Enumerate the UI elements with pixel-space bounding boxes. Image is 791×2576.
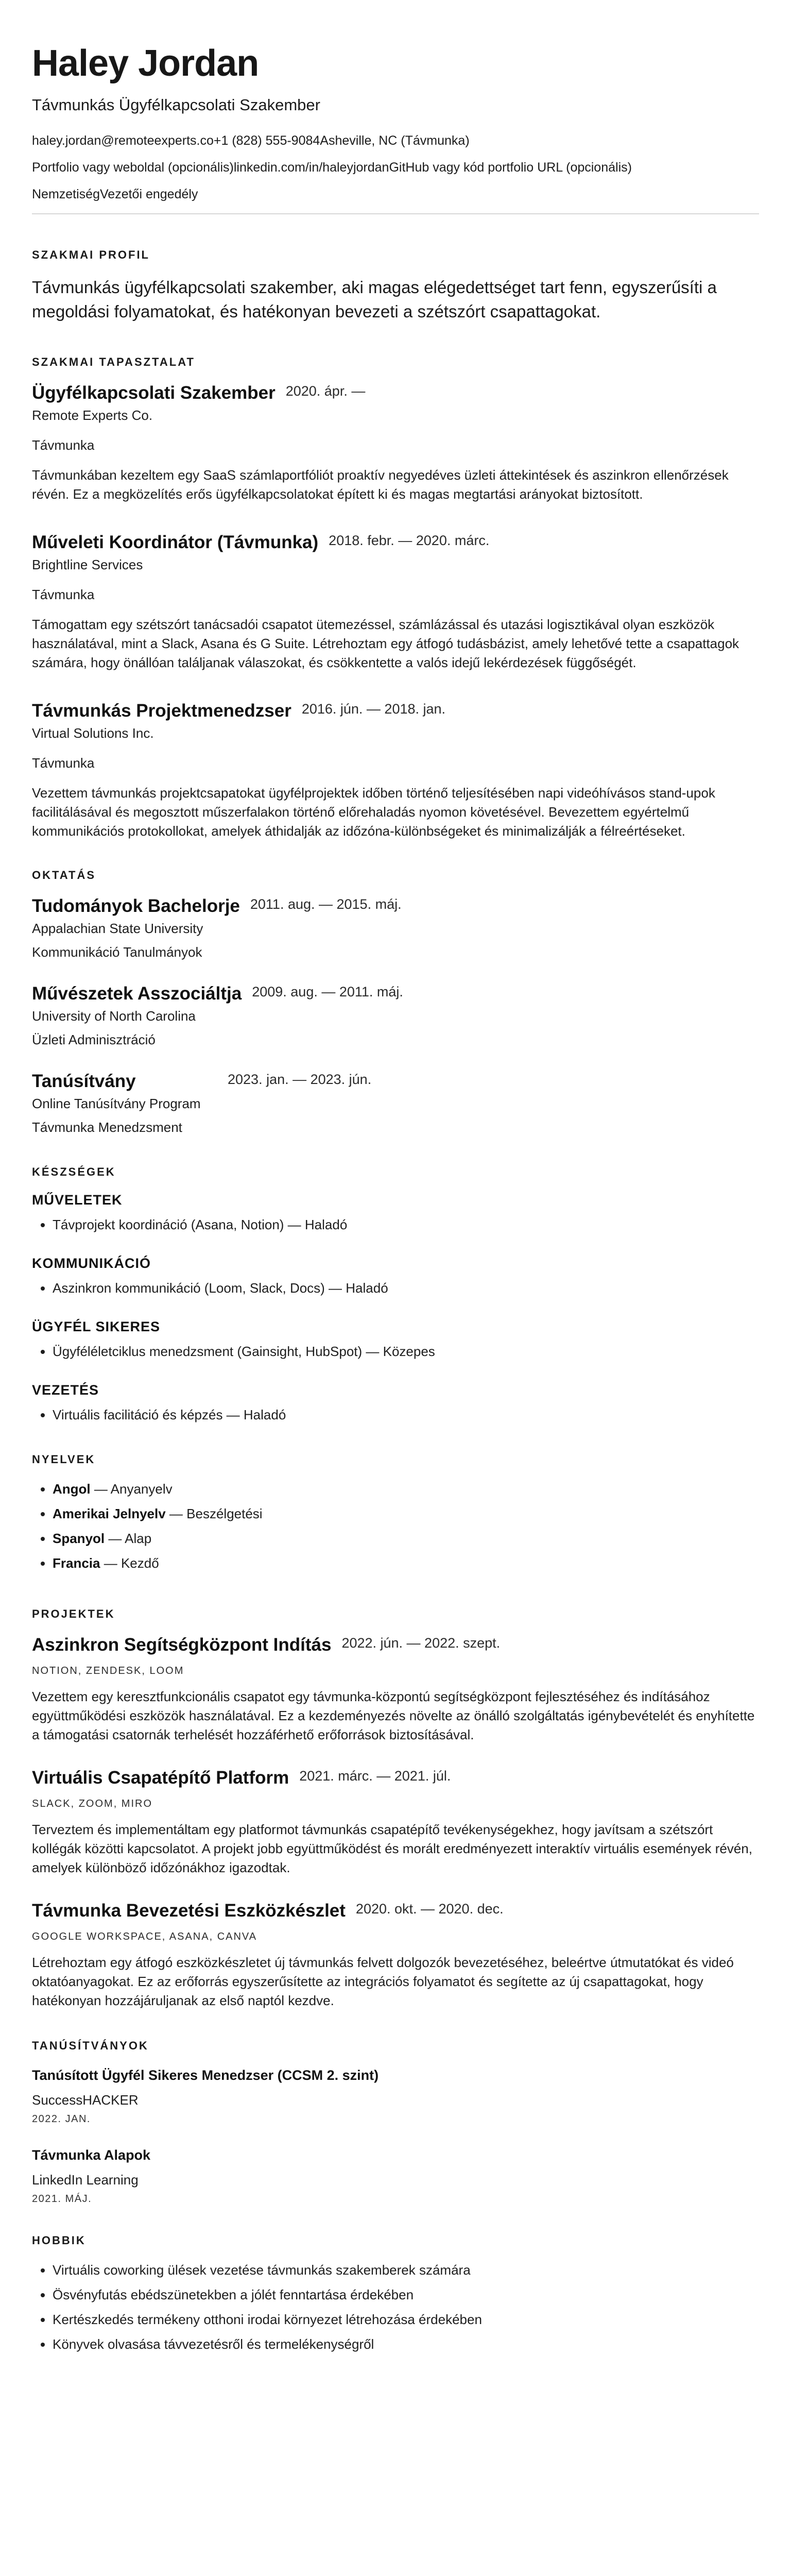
skill-group-title: KOMMUNIKÁCIÓ — [32, 1256, 151, 1271]
hobbies-section — [32, 2234, 759, 2353]
job-location: Távmunka — [32, 437, 95, 453]
education-section — [32, 869, 759, 1137]
education-dates: 2023. jan. — 2023. jún. — [228, 1072, 372, 1087]
section-heading: HOBBIK — [32, 2234, 86, 2247]
phone-link[interactable]: +1 (828) 555-9084 — [213, 133, 320, 148]
candidate-name: Haley Jordan — [32, 43, 259, 84]
field-of-study: Kommunikáció Tanulmányok — [32, 944, 202, 960]
language-level: — Kezdő — [100, 1555, 159, 1571]
section-heading: NYELVEK — [32, 1453, 96, 1466]
certification-entry — [32, 2066, 759, 2125]
languages-section — [32, 1453, 759, 1572]
location-text: Asheville, NC (Távmunka) — [320, 133, 470, 148]
job-dates: 2020. ápr. — — [285, 383, 366, 399]
job-title: Távmunkás Projektmenedzser — [32, 701, 291, 721]
language-item — [53, 1504, 759, 1523]
project-dates: 2020. okt. — 2020. dec. — [355, 1901, 504, 1917]
field-of-study: Üzleti Adminisztráció — [32, 1032, 156, 1047]
skill-item: • Távprojekt koordináció (Asana, Notion) — Haladó — [53, 1215, 759, 1234]
language-item — [53, 1529, 759, 1548]
language-item — [53, 1554, 759, 1572]
nationality-text: Nemzetiség — [32, 187, 100, 201]
education-entry — [32, 895, 759, 961]
candidate-title: Távmunkás Ügyfélkapcsolati Szakember — [32, 96, 320, 114]
hobby-item: • Kertészkedés termékeny otthoni irodai környezet létrehozása érdekében — [53, 2310, 759, 2329]
contact-line-2 — [32, 160, 759, 175]
language-name: Spanyol — [53, 1531, 105, 1546]
portfolio-link[interactable]: Portfolio vagy weboldal (opcionális) — [32, 160, 234, 175]
project-entry — [32, 1767, 759, 1877]
school-name: Appalachian State University — [32, 921, 203, 936]
project-description: Terveztem és implementáltam egy platformot távmunkás csapatépítő tevékenységekhez, hogy javítsam a szétszórt kollégák közötti kapcsolatot. A projekt jobb együttműködést és morált eredményezett interaktív virtuális események révén, amelyek különböző időzónákhoz igazodtak. — [32, 1822, 752, 1875]
hobby-item: • Ösvényfutás ebédszünetekben a jólét fenntartása érdekében — [53, 2285, 759, 2304]
education-entry — [32, 983, 759, 1049]
job-description: Vezettem távmunkás projektcsapatokat ügyfélprojektek időben történő teljesítésében napi videóhívásos stand-upok facilitálásával és megosztott műszerfalakon történő előrehaladás nyomon követésével. Bevezettem egyértelmű kommunikációs protokollokat, amelyek áthidalják az időzóna-különbségeket és minimalizálják a félreértéseket. — [32, 785, 715, 839]
section-heading: PROJEKTEK — [32, 1607, 115, 1620]
skill-group — [32, 1319, 759, 1361]
school-name: University of North Carolina — [32, 1008, 196, 1024]
certification-date: 2022. JAN. — [32, 2113, 91, 2125]
section-heading: TANÚSÍTVÁNYOK — [32, 2039, 149, 2052]
language-name: Angol — [53, 1481, 91, 1497]
job-title: Ügyfélkapcsolati Szakember — [32, 383, 276, 403]
experience-entry — [32, 532, 759, 672]
skill-group-title: ÜGYFÉL SIKERES — [32, 1319, 161, 1334]
header-divider — [32, 213, 759, 214]
job-dates: 2016. jún. — 2018. jan. — [301, 701, 446, 717]
skill-group — [32, 1192, 759, 1234]
project-entry — [32, 1634, 759, 1744]
skill-item: • Virtuális facilitáció és képzés — Haladó — [53, 1405, 759, 1424]
certifications-section — [32, 2039, 759, 2205]
github-link[interactable]: GitHub vagy kód portfolio URL (opcionális) — [389, 160, 632, 175]
profile-summary: Távmunkás ügyfélkapcsolati szakember, aki magas elégedettséget tart fenn, egyszerűsíti a megoldási folyamatokat, és hatékonyan bevezeti a szétszórt csapattagokat. — [32, 278, 717, 321]
certification-title: Tanúsított Ügyfél Sikeres Menedzser (CCSM 2. szint) — [32, 2067, 379, 2083]
project-title: Aszinkron Segítségközpont Indítás — [32, 1635, 332, 1655]
job-description: Távmunkában kezeltem egy SaaS számlaportfóliót proaktív negyedéves üzleti áttekintések és aszinkron ellenőrzések révén. Ez a megközelítés erős ügyfélkapcsolatokat épített ki és magas megtartási arányokat biztosított. — [32, 467, 729, 502]
project-tech: GOOGLE WORKSPACE, ASANA, CANVA — [32, 1931, 257, 1942]
section-heading: SZAKMAI TAPASZTALAT — [32, 355, 195, 368]
certification-issuer: LinkedIn Learning — [32, 2172, 139, 2188]
project-tech: SLACK, ZOOM, MIRO — [32, 1798, 153, 1809]
section-heading: OKTATÁS — [32, 869, 96, 882]
skill-group-title: MŰVELETEK — [32, 1192, 123, 1208]
education-dates: 2011. aug. — 2015. máj. — [250, 896, 402, 912]
linkedin-link[interactable]: linkedin.com/in/haleyjordan — [233, 160, 389, 175]
degree-title: Tudományok Bachelorje — [32, 896, 240, 916]
language-level: — Beszélgetési — [165, 1506, 263, 1521]
job-description: Támogattam egy szétszórt tanácsadói csapatot ütemezéssel, számlázással és utazási logisztikával olyan eszközök használatával, mint a Slack, Asana és G Suite. Létrehoztam egy átfogó tudásbázist, amely lehetővé tette a csapattagok számára, hogy önállóan találjanak válaszokat, és csökkentette a valós idejű lekérdezések függőségét. — [32, 617, 740, 670]
projects-section — [32, 1607, 759, 2010]
profile-section — [32, 248, 759, 324]
skill-group — [32, 1256, 759, 1297]
project-description: Létrehoztam egy átfogó eszközkészletet új távmunkás felvett dolgozók bevezetéséhez, beleértve útmutatókat és videó oktatóanyagokat. Ez az erőforrás egyszerűsítette az integrációs folyamatot és segítette az új csapattagokat, hogy hatékonyan hozzájáruljanak az első naptól kezdve. — [32, 1955, 734, 2008]
language-name: Francia — [53, 1555, 100, 1571]
job-title: Műveleti Koordinátor (Távmunka) — [32, 532, 319, 552]
experience-section — [32, 355, 759, 841]
section-heading: KÉSZSÉGEK — [32, 1165, 116, 1178]
contact-line-3 — [32, 187, 759, 202]
experience-entry — [32, 700, 759, 841]
experience-entry — [32, 382, 759, 504]
driving-license-text: Vezetői engedély — [100, 187, 198, 201]
contact-line-1 — [32, 133, 759, 148]
project-title: Virtuális Csapatépítő Platform — [32, 1768, 289, 1788]
job-location: Távmunka — [32, 755, 95, 771]
language-level: — Alap — [105, 1531, 152, 1546]
certification-issuer: SuccessHACKER — [32, 2092, 139, 2108]
project-dates: 2021. márc. — 2021. júl. — [299, 1768, 451, 1784]
education-entry — [32, 1071, 759, 1137]
certification-title: Távmunka Alapok — [32, 2147, 151, 2163]
degree-title: Művészetek Asszociáltja — [32, 984, 242, 1004]
job-location: Távmunka — [32, 587, 95, 602]
project-title: Távmunka Bevezetési Eszközkészlet — [32, 1901, 346, 1921]
resume-header — [32, 41, 759, 214]
project-tech: NOTION, ZENDESK, LOOM — [32, 1665, 184, 1676]
company-name: Brightline Services — [32, 557, 143, 572]
company-name: Virtual Solutions Inc. — [32, 725, 154, 741]
skills-section — [32, 1165, 759, 1424]
school-name: Online Tanúsítvány Program — [32, 1096, 201, 1111]
field-of-study: Távmunka Menedzsment — [32, 1120, 182, 1135]
skill-group — [32, 1382, 759, 1424]
project-dates: 2022. jún. — 2022. szept. — [341, 1635, 501, 1651]
skill-item: • Ügyféléletciklus menedzsment (Gainsight, HubSpot) — Közepes — [53, 1342, 759, 1361]
certification-entry — [32, 2146, 759, 2205]
language-item — [53, 1480, 759, 1498]
degree-title: Tanúsítvány — [32, 1071, 136, 1091]
education-dates: 2009. aug. — 2011. máj. — [252, 984, 403, 999]
skill-group-title: VEZETÉS — [32, 1382, 99, 1398]
job-dates: 2018. febr. — 2020. márc. — [329, 533, 490, 548]
hobby-item: • Virtuális coworking ülések vezetése távmunkás szakemberek számára — [53, 2261, 759, 2279]
language-name: Amerikai Jelnyelv — [53, 1506, 166, 1521]
certification-date: 2021. MÁJ. — [32, 2193, 92, 2205]
section-heading: SZAKMAI PROFIL — [32, 248, 150, 261]
project-entry — [32, 1900, 759, 2010]
project-description: Vezettem egy keresztfunkcionális csapatot egy távmunka-központú segítségközpont fejlesztéséhez és indításához együttműködési eszközök használatával. Ez a kezdeményezés növelte az önálló szolgáltatás igénybevételét és enyhítette a támogatási csatornák terhelését hozzáférhető erőforrások biztosításával. — [32, 1689, 755, 1742]
company-name: Remote Experts Co. — [32, 408, 153, 423]
language-level: — Anyanyelv — [90, 1481, 173, 1497]
skill-item: • Aszinkron kommunikáció (Loom, Slack, Docs) — Haladó — [53, 1279, 759, 1297]
email-link[interactable]: haley.jordan@remoteexperts.co — [32, 133, 214, 148]
hobby-item: • Könyvek olvasása távvezetésről és termelékenységről — [53, 2335, 759, 2353]
